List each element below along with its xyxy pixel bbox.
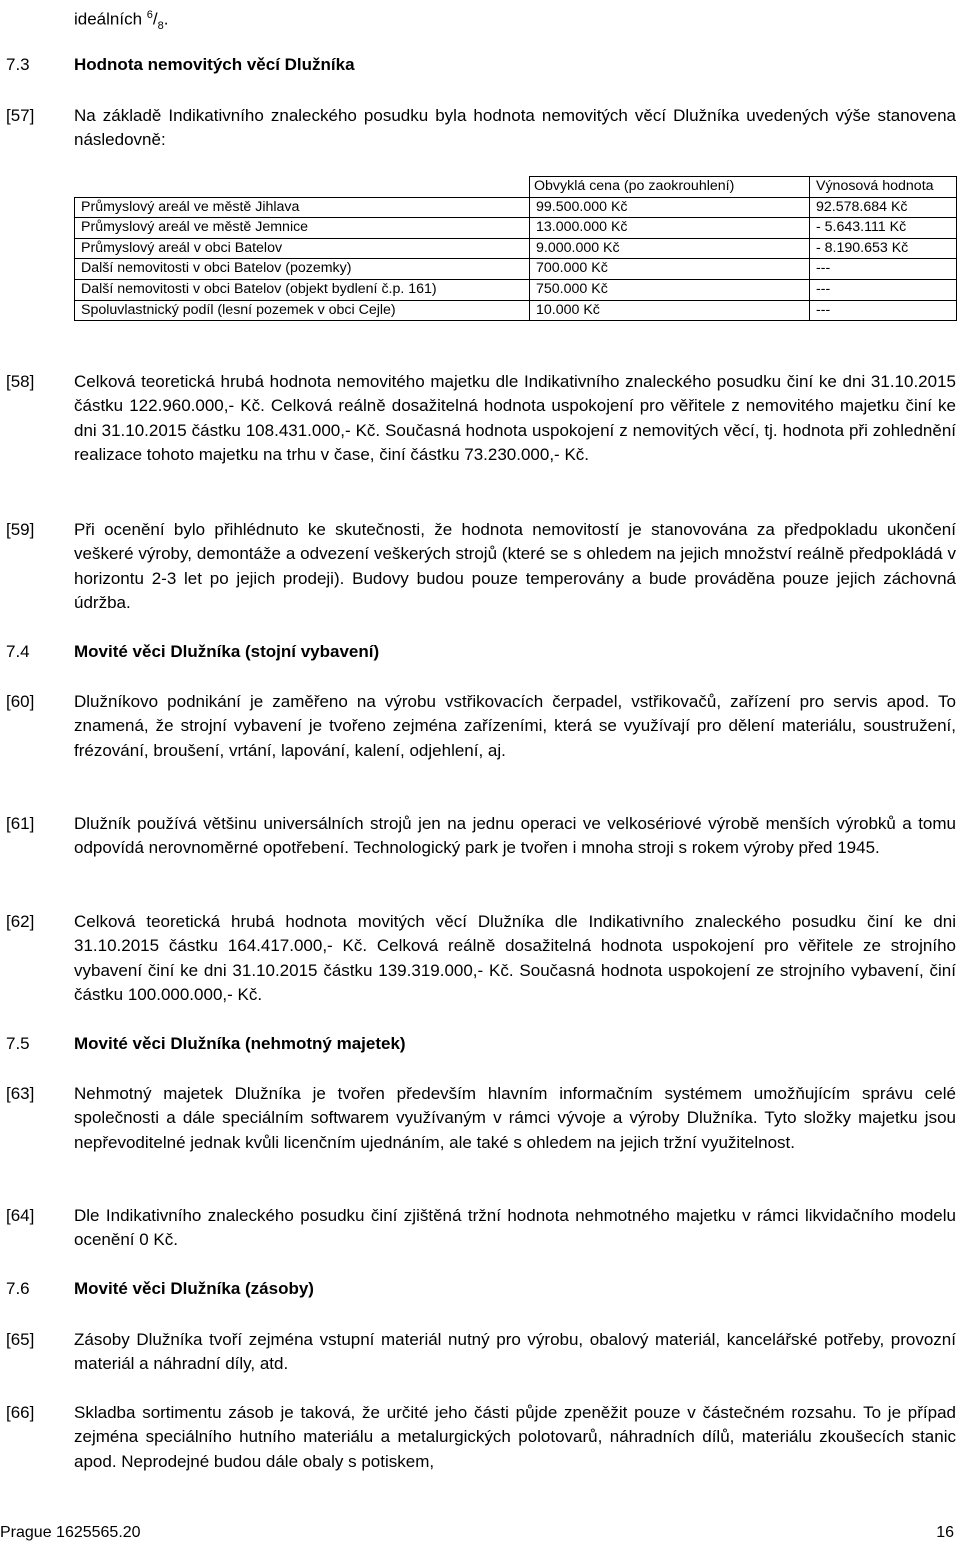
section-number: 7.6 (6, 1279, 30, 1298)
table-cell: 92.578.684 Kč (810, 197, 957, 218)
table-cell: Další nemovitosti v obci Batelov (objekt bydlení č.p. 161) (75, 279, 530, 300)
paragraph-text: Celková teoretická hrubá hodnota nemovitého majetku dle Indikativního znaleckého posudku činí ke dni 31.10.2015 částku 122.960.000,- Kč. Celková reálně dosažitelná hodnota uspokojení pro věřitele z nemovitého majetku činí ke dni 31.10.2015 částku 108.431.000,- Kč. Současná hodnota uspokojení z nemovitých věcí, tj. hodnota při zohlednění realizace tohoto majetku na trhu v čase, činí částku 73.230.000,- Kč. (74, 372, 956, 465)
paragraph-61 (6, 812, 956, 861)
section-heading-7-5 (6, 1032, 406, 1056)
paragraph-number: [63] (6, 1084, 35, 1103)
paragraph-number: [57] (6, 106, 35, 125)
paragraph-text: Na základě Indikativního znaleckého posudku byla hodnota nemovitých věcí Dlužníka uvedených výše stanovena následovně: (74, 106, 956, 150)
paragraph-text: Celková teoretická hrubá hodnota movitých věcí Dlužníka dle Indikativního znaleckého posudku činí ke dni 31.10.2015 částku 164.417.000,- Kč. Celková reálně dosažitelná hodnota uspokojení pro věřitele ze strojního vybavení činí ke dni 31.10.2015 částku 139.319.000,- Kč. Současná hodnota uspokojení ze strojního vybavení, činí částku 100.000.000,- Kč. (74, 912, 956, 1005)
paragraph-62 (6, 910, 956, 1008)
section-heading-7-4 (6, 640, 379, 664)
paragraph-59 (6, 518, 956, 616)
table-cell: 10.000 Kč (530, 300, 810, 321)
table-cell: --- (810, 259, 957, 280)
table-cell: Průmyslový areál ve městě Jemnice (75, 218, 530, 239)
section-heading-7-3 (6, 53, 355, 77)
section-number: 7.5 (6, 1034, 30, 1053)
paragraph-64 (6, 1204, 956, 1253)
paragraph-number: [58] (6, 372, 35, 391)
section-number: 7.3 (6, 55, 30, 74)
paragraph-number: [59] (6, 520, 35, 539)
table-cell: - 5.643.111 Kč (810, 218, 957, 239)
section-title: Movité věci Dlužníka (nehmotný majetek) (74, 1034, 406, 1053)
intro-tail: . (163, 9, 169, 29)
paragraph-57 (6, 104, 956, 153)
table-cell: 9.000.000 Kč (530, 238, 810, 259)
valuation-table (74, 176, 957, 321)
paragraph-text: Při ocenění bylo přihlédnuto ke skutečnosti, že hodnota nemovitostí je stanovována za předpokladu ukončení veškeré výroby, demontáže a odvezení veškerých strojů (které se s ohledem na jejich množství reálně předpokládá v horizontu 2-3 let po jejich prodeji). Budovy budou pouze temperovány a bude prováděna pouze jejich záchovná údržba. (74, 520, 956, 613)
table-cell: Průmyslový areál v obci Batelov (75, 238, 530, 259)
intro-sub: 8 (157, 20, 164, 33)
table-cell: Spoluvlastnický podíl (lesní pozemek v obci Cejle) (75, 300, 530, 321)
paragraph-65 (6, 1328, 956, 1377)
intro-text: ideálních (74, 9, 147, 29)
intro-line (74, 3, 169, 38)
section-number: 7.4 (6, 642, 30, 661)
section-title: Movité věci Dlužníka (zásoby) (74, 1279, 314, 1298)
section-title: Hodnota nemovitých věcí Dlužníka (74, 55, 355, 74)
paragraph-66 (6, 1401, 956, 1474)
paragraph-text: Skladba sortimentu zásob je taková, že určité jeho části půjde zpeněžit pouze v částečném rozsahu. To je případ zejména speciálního hutního materiálu a metalurgických polotovarů, náhradních dílů, materiálu zkoušecích stanic apod. Neprodejné budou dále obaly s potiskem, (74, 1403, 956, 1471)
intro-sup: 6 (146, 9, 153, 21)
table-cell: 750.000 Kč (530, 279, 810, 300)
table-cell: - 8.190.653 Kč (810, 238, 957, 259)
paragraph-text: Dlužníkovo podnikání je zaměřeno na výrobu vstřikovacích čerpadel, vstřikovačů, zařízení pro servis apod. To znamená, že strojní vybavení je tvořeno zejména zařízeními, která se využívají pro dělení materiálu, soustružení, frézování, broušení, vrtání, lapování, kalení, odjehlení, aj. (74, 692, 956, 760)
table-cell: Průmyslový areál ve městě Jihlava (75, 197, 530, 218)
paragraph-63 (6, 1082, 956, 1155)
table-header-cell: Obvyklá cena (po zaokrouhlení) (530, 177, 810, 198)
table-row (75, 259, 957, 280)
section-heading-7-6 (6, 1277, 314, 1301)
paragraph-number: [65] (6, 1330, 35, 1349)
paragraph-number: [61] (6, 814, 35, 833)
paragraph-text: Dlužník používá většinu universálních strojů jen na jednu operaci ve velkosériové výrobě menších výrobků a tomu odpovídá nerovnoměrné opotřebení. Technologický park je tvořen i mnoha stroji s rokem výroby před 1945. (74, 814, 956, 858)
paragraph-text: Dle Indikativního znaleckého posudku činí zjištěná tržní hodnota nehmotného majetku v rámci likvidačního modelu ocenění 0 Kč. (74, 1206, 956, 1250)
intro-slash: / (152, 9, 158, 29)
table-header-cell (75, 177, 530, 198)
paragraph-text: Nehmotný majetek Dlužníka je tvořen především hlavním informačním systémem umožňujícím správu celé společnosti a dále speciálním softwarem využívaným v rámci vývoje a výroby Dlužníka. Tyto složky majetku jsou nepřevoditelné jednak kvůli licenčním ujednáním, ale také s ohledem na jejich tržní využitelnost. (74, 1084, 956, 1152)
footer-reference: Prague 1625565.20 (0, 1524, 141, 1541)
table-cell: 99.500.000 Kč (530, 197, 810, 218)
paragraph-58 (6, 370, 956, 468)
paragraph-text: Zásoby Dlužníka tvoří zejména vstupní materiál nutný pro výrobu, obalový materiál, kancelářské potřeby, provozní materiál a náhradní díly, atd. (74, 1330, 956, 1374)
table-header-cell: Výnosová hodnota (810, 177, 957, 198)
table-row (75, 197, 957, 218)
paragraph-number: [64] (6, 1206, 35, 1225)
table-row (75, 218, 957, 239)
page-number: 16 (936, 1524, 954, 1541)
paragraph-number: [66] (6, 1403, 35, 1422)
table-cell: Další nemovitosti v obci Batelov (pozemky) (75, 259, 530, 280)
table-row (75, 300, 957, 321)
table-row (75, 238, 957, 259)
table-cell: 13.000.000 Kč (530, 218, 810, 239)
section-title: Movité věci Dlužníka (stojní vybavení) (74, 642, 380, 661)
table-cell: 700.000 Kč (530, 259, 810, 280)
paragraph-number: [62] (6, 912, 35, 931)
paragraph-60 (6, 690, 956, 763)
table-cell: --- (810, 279, 957, 300)
table-row (75, 279, 957, 300)
table-cell: --- (810, 300, 957, 321)
paragraph-number: [60] (6, 692, 35, 711)
table-header-row (75, 177, 957, 198)
